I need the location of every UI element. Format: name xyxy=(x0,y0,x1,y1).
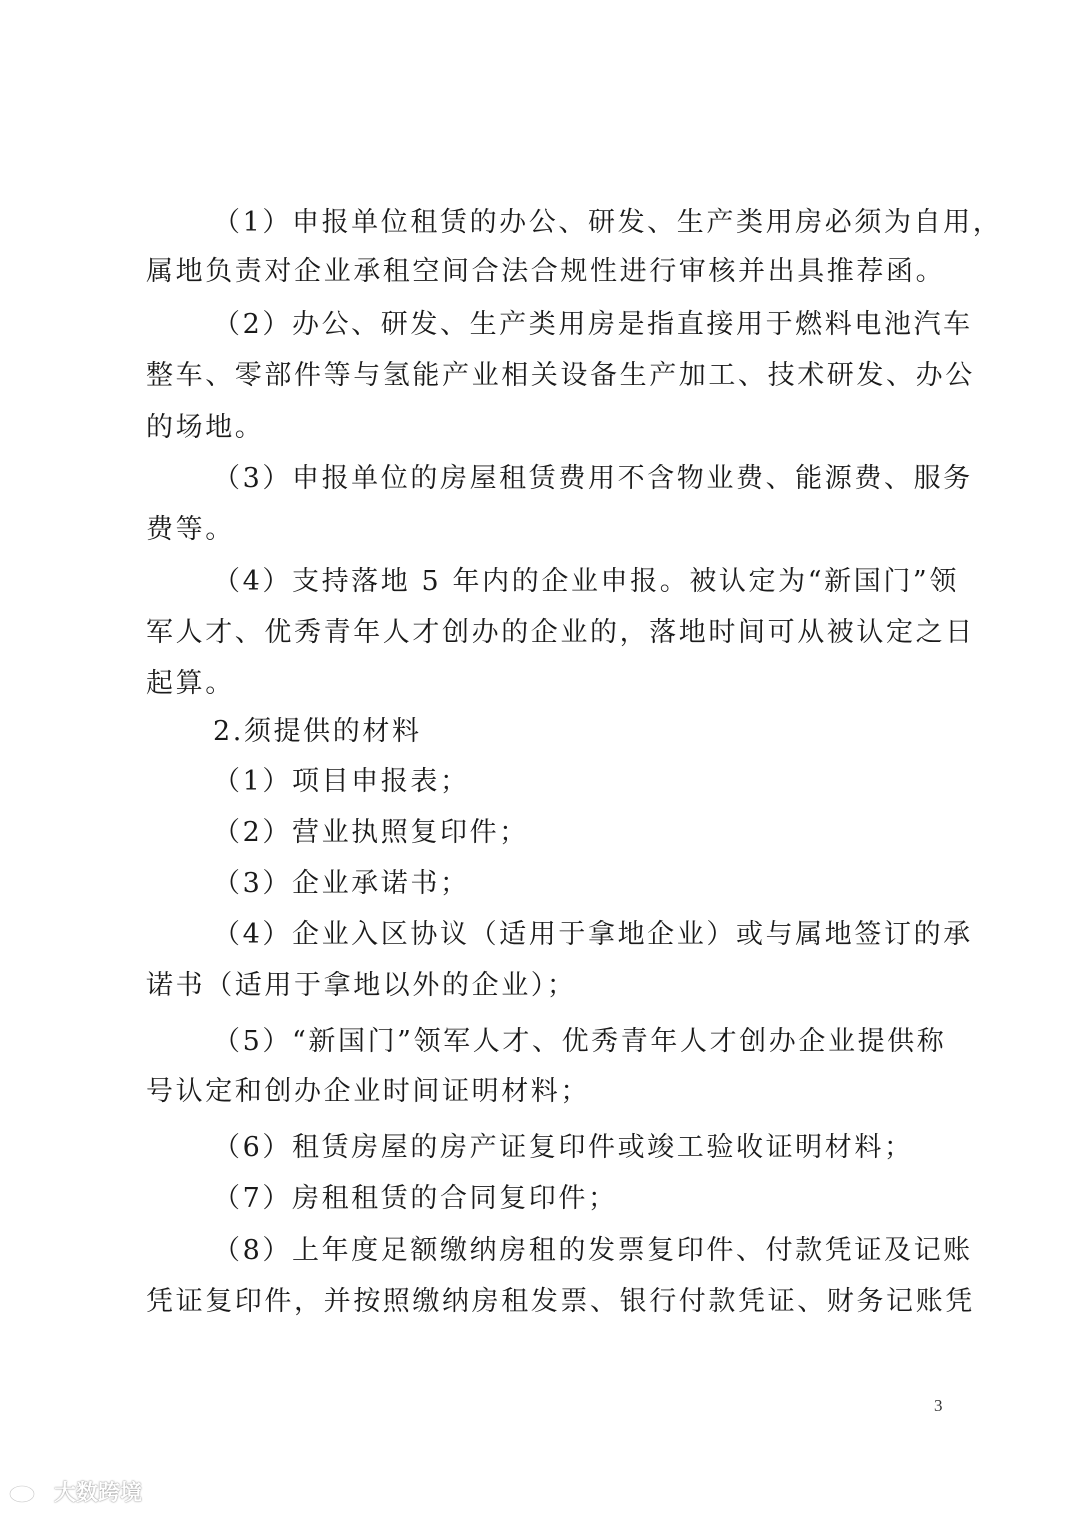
watermark xyxy=(8,1476,142,1507)
weibo-logo-icon xyxy=(8,1480,48,1504)
text-line: 整车、零部件等与氢能产业相关设备生产加工、技术研发、办公 xyxy=(146,360,975,391)
list-item: （4）企业入区协议（适用于拿地企业）或与属地签订的承 xyxy=(213,919,973,950)
text-line: 属地负责对企业承租空间合法合规性进行审核并出具推荐函。 xyxy=(146,256,946,287)
list-item: 凭证复印件，并按照缴纳房租发票、银行付款凭证、财务记账凭 xyxy=(146,1286,975,1317)
list-item: 诺书（适用于拿地以外的企业）； xyxy=(146,970,577,1001)
list-item: （7）房租租赁的合同复印件； xyxy=(213,1183,618,1214)
text-line: （4）支持落地 5 年内的企业申报。被认定为“新国门”领 xyxy=(213,566,959,597)
list-item: （8）上年度足额缴纳房租的发票复印件、付款凭证及记账 xyxy=(213,1235,973,1266)
text-line: （1）申报单位租赁的办公、研发、生产类用房必须为自用， xyxy=(213,207,1003,238)
list-item: （2）营业执照复印件； xyxy=(213,817,529,848)
list-item: （6）租赁房屋的房产证复印件或竣工验收证明材料； xyxy=(213,1132,914,1163)
text-line: 费等。 xyxy=(146,514,235,545)
list-item: （1）项目申报表； xyxy=(213,766,470,797)
watermark-text: 大数跨境 xyxy=(54,1481,143,1506)
text-line: （3）申报单位的房屋租赁费用不含物业费、能源费、服务 xyxy=(213,463,973,494)
page-number: 3 xyxy=(934,1396,943,1415)
text-line: （2）办公、研发、生产类用房是指直接用于燃料电池汽车 xyxy=(213,309,973,340)
text-line: 的场地。 xyxy=(146,412,265,443)
list-item: （5）“新国门”领军人才、优秀青年人才创办企业提供称 xyxy=(213,1026,947,1057)
list-item: （3）企业承诺书； xyxy=(213,868,470,899)
section-heading: 2.须提供的材料 xyxy=(213,716,422,747)
list-item: 号认定和创办企业时间证明材料； xyxy=(146,1076,590,1107)
text-line: 军人才、优秀青年人才创办的企业的，落地时间可从被认定之日 xyxy=(146,617,975,648)
text-line: 起算。 xyxy=(146,668,235,699)
